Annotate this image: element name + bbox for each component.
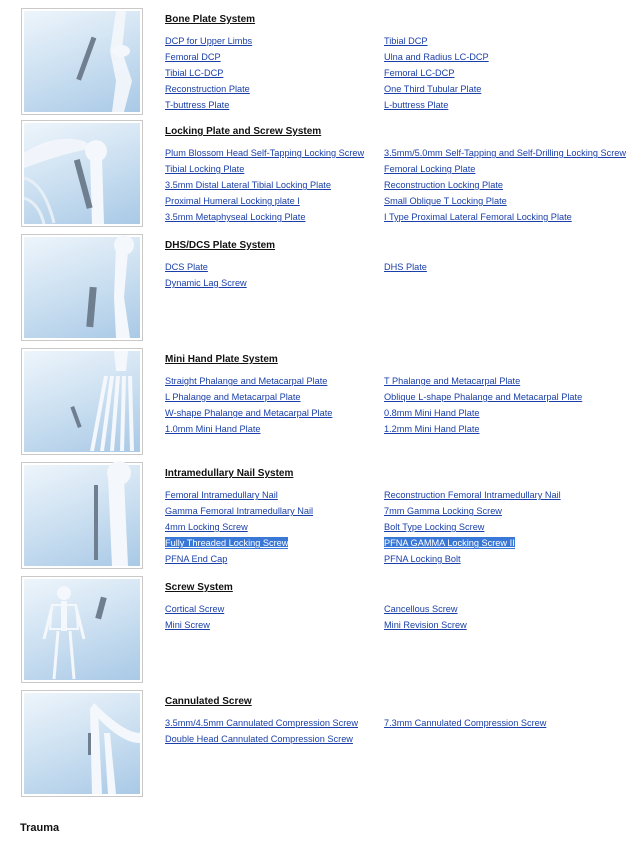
product-thumbnail[interactable] bbox=[21, 576, 143, 683]
product-link-cancellous-screw[interactable]: Cancellous Screw bbox=[384, 604, 458, 614]
product-thumbnail[interactable] bbox=[21, 120, 143, 227]
product-link-3-5mm-4-5mm-cannulated-compression-screw[interactable]: 3.5mm/4.5mm Cannulated Compression Screw bbox=[165, 718, 359, 728]
product-link-reconstruction-femoral-intramedullary-nail[interactable]: Reconstruction Femoral Intramedullary Nail bbox=[384, 490, 561, 500]
product-thumbnail[interactable] bbox=[21, 690, 143, 797]
section-title[interactable]: Screw System bbox=[165, 582, 233, 593]
product-link-straight-phalange-and-metacarpal-plate[interactable]: Straight Phalange and Metacarpal Plate bbox=[165, 376, 328, 386]
product-link-mini-screw[interactable]: Mini Screw bbox=[165, 620, 210, 630]
upper-limb-xray-icon bbox=[24, 11, 140, 112]
product-link-tibial-lc-dcp[interactable]: Tibial LC-DCP bbox=[165, 68, 224, 78]
product-link-1-0mm-mini-hand-plate[interactable]: 1.0mm Mini Hand Plate bbox=[165, 424, 261, 434]
product-thumbnail[interactable] bbox=[21, 462, 143, 569]
product-link-fully-threaded-locking-screw[interactable]: Fully Threaded Locking Screw bbox=[165, 538, 289, 548]
section-title[interactable]: Intramedullary Nail System bbox=[165, 468, 294, 479]
product-link-tibial-dcp[interactable]: Tibial DCP bbox=[384, 36, 428, 46]
product-link-l-buttress-plate[interactable]: L-buttress Plate bbox=[384, 100, 449, 110]
product-link-small-oblique-t-locking-plate[interactable]: Small Oblique T Locking Plate bbox=[384, 196, 507, 206]
femur-xray-icon bbox=[24, 237, 140, 338]
product-link-tibial-locking-plate[interactable]: Tibial Locking Plate bbox=[165, 164, 245, 174]
product-link-proximal-humeral-locking-plate-i[interactable]: Proximal Humeral Locking plate I bbox=[165, 196, 300, 206]
product-link-0-8mm-mini-hand-plate[interactable]: 0.8mm Mini Hand Plate bbox=[384, 408, 480, 418]
section-title[interactable]: Mini Hand Plate System bbox=[165, 354, 278, 365]
product-link-reconstruction-plate[interactable]: Reconstruction Plate bbox=[165, 84, 250, 94]
product-link-1-2mm-mini-hand-plate[interactable]: 1.2mm Mini Hand Plate bbox=[384, 424, 480, 434]
product-link-cortical-screw[interactable]: Cortical Screw bbox=[165, 604, 225, 614]
femur-nail-xray-icon bbox=[24, 465, 140, 566]
shoulder-xray-icon bbox=[24, 123, 140, 224]
product-link-bolt-type-locking-screw[interactable]: Bolt Type Locking Screw bbox=[384, 522, 485, 532]
product-link-mini-revision-screw[interactable]: Mini Revision Screw bbox=[384, 620, 467, 630]
skeleton-xray-icon bbox=[24, 579, 140, 680]
product-link-gamma-femoral-intramedullary-nail[interactable]: Gamma Femoral Intramedullary Nail bbox=[165, 506, 314, 516]
product-thumbnail[interactable] bbox=[21, 8, 143, 115]
product-link-3-5mm-distal-lateral-tibial-locking-plate[interactable]: 3.5mm Distal Lateral Tibial Locking Plate bbox=[165, 180, 331, 190]
section-title[interactable]: Locking Plate and Screw System bbox=[165, 126, 322, 137]
product-link-reconstruction-locking-plate[interactable]: Reconstruction Locking Plate bbox=[384, 180, 503, 190]
product-link-pfna-locking-bolt[interactable]: PFNA Locking Bolt bbox=[384, 554, 461, 564]
forearm-xray-icon bbox=[24, 693, 140, 794]
product-link-7-3mm-cannulated-compression-screw[interactable]: 7.3mm Cannulated Compression Screw bbox=[384, 718, 547, 728]
product-link-4mm-locking-screw[interactable]: 4mm Locking Screw bbox=[165, 522, 248, 532]
product-link-t-phalange-and-metacarpal-plate[interactable]: T Phalange and Metacarpal Plate bbox=[384, 376, 521, 386]
product-link-3-5mm-metaphyseal-locking-plate[interactable]: 3.5mm Metaphyseal Locking Plate bbox=[165, 212, 306, 222]
product-link-femoral-lc-dcp[interactable]: Femoral LC-DCP bbox=[384, 68, 455, 78]
product-link-dhs-plate[interactable]: DHS Plate bbox=[384, 262, 427, 272]
product-link-dynamic-lag-screw[interactable]: Dynamic Lag Screw bbox=[165, 278, 247, 288]
product-link-pfna-end-cap[interactable]: PFNA End Cap bbox=[165, 554, 228, 564]
trauma-heading: Trauma bbox=[20, 822, 60, 834]
product-link-l-phalange-and-metacarpal-plate[interactable]: L Phalange and Metacarpal Plate bbox=[165, 392, 301, 402]
product-link-double-head-cannulated-compression-screw[interactable]: Double Head Cannulated Compression Screw bbox=[165, 734, 353, 744]
product-link-femoral-dcp[interactable]: Femoral DCP bbox=[165, 52, 221, 62]
section-title[interactable]: Cannulated Screw bbox=[165, 696, 252, 707]
product-link-oblique-l-shape-phalange-and-metacarpal-plate[interactable]: Oblique L-shape Phalange and Metacarpal Plate bbox=[384, 392, 583, 402]
product-link-ulna-and-radius-lc-dcp[interactable]: Ulna and Radius LC-DCP bbox=[384, 52, 489, 62]
product-link-plum-blossom-head-self-tapping-locking-screw[interactable]: Plum Blossom Head Self-Tapping Locking Screw bbox=[165, 148, 365, 158]
product-link-7mm-gamma-locking-screw[interactable]: 7mm Gamma Locking Screw bbox=[384, 506, 502, 516]
hand-xray-icon bbox=[24, 351, 140, 452]
product-thumbnail[interactable] bbox=[21, 234, 143, 341]
product-link-dcp-for-upper-limbs[interactable]: DCP for Upper Limbs bbox=[165, 36, 253, 46]
product-link-femoral-locking-plate[interactable]: Femoral Locking Plate bbox=[384, 164, 476, 174]
product-link-femoral-intramedullary-nail[interactable]: Femoral Intramedullary Nail bbox=[165, 490, 278, 500]
product-link-one-third-tubular-plate[interactable]: One Third Tubular Plate bbox=[384, 84, 482, 94]
product-link-pfna-gamma-locking-screw-ii[interactable]: PFNA GAMMA Locking Screw II bbox=[384, 538, 515, 548]
product-link-t-buttress-plate[interactable]: T-buttress Plate bbox=[165, 100, 230, 110]
product-thumbnail[interactable] bbox=[21, 348, 143, 455]
section-title[interactable]: DHS/DCS Plate System bbox=[165, 240, 276, 251]
product-link-dcs-plate[interactable]: DCS Plate bbox=[165, 262, 208, 272]
product-link-i-type-proximal-lateral-femoral-locking-plate[interactable]: I Type Proximal Lateral Femoral Locking Plate bbox=[384, 212, 572, 222]
section-title[interactable]: Bone Plate System bbox=[165, 14, 256, 25]
product-link-w-shape-phalange-and-metacarpal-plate[interactable]: W-shape Phalange and Metacarpal Plate bbox=[165, 408, 333, 418]
product-link-3-5mm-5-0mm-self-tapping-and-self-drilling-locking-screw[interactable]: 3.5mm/5.0mm Self-Tapping and Self-Drilling Locking Screw bbox=[384, 148, 626, 158]
